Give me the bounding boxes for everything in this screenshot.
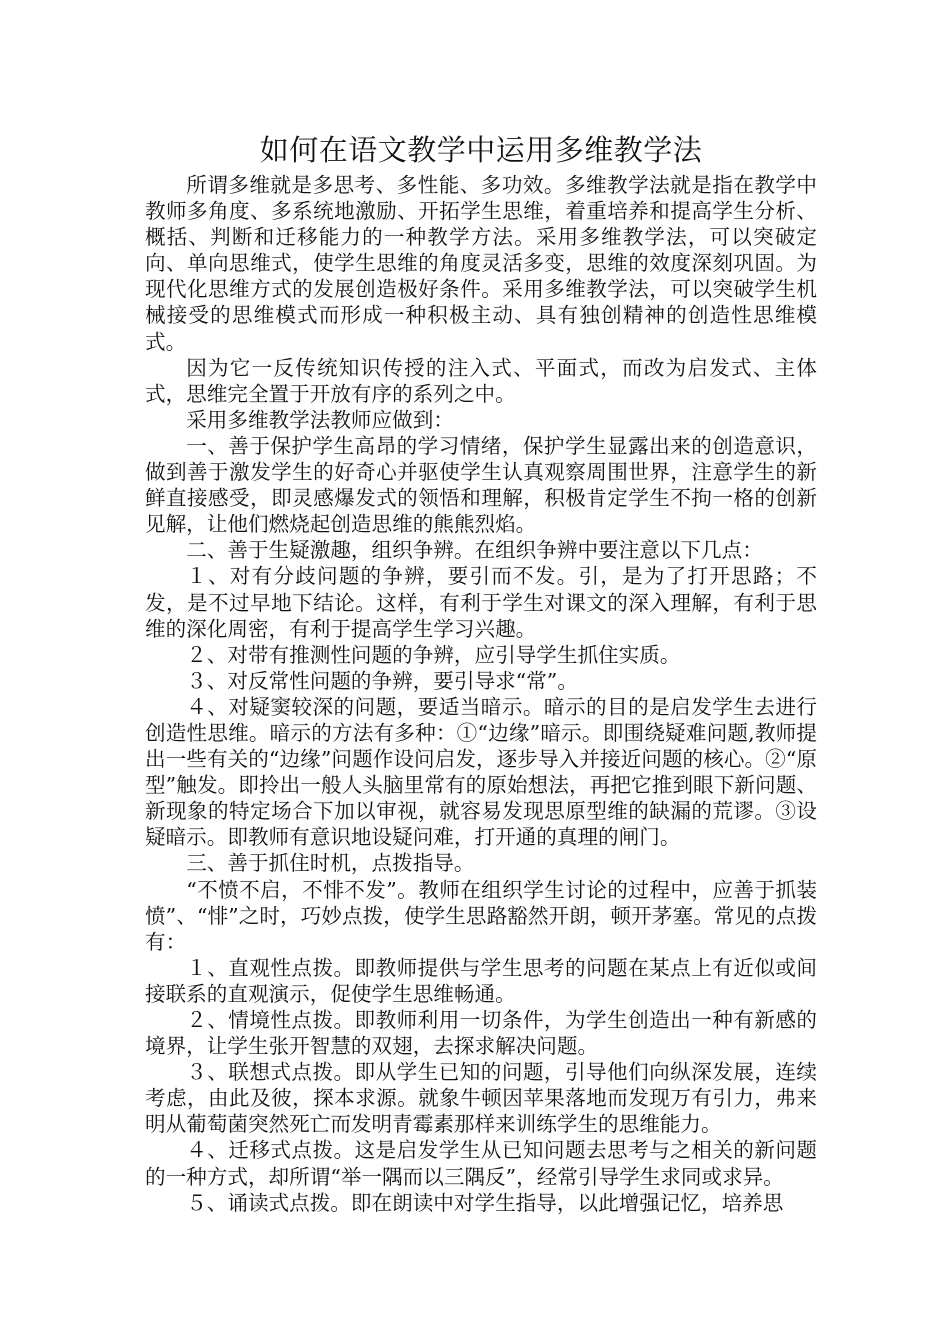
document-page xyxy=(145,128,817,1216)
paragraph: 因为它一反传统知识传授的注入式、平面式，而改为启发式、主体式，思维完全置于开放有序的系列之中。 xyxy=(145,355,817,406)
paragraph: 三、善于抓住时机，点拨指导。 xyxy=(186,851,475,876)
paragraph: ４、迁移式点拨。这是启发学生从已知问题去思考与之相关的新问题的一种方式，却所谓“举一隅而以三隅反”，经常引导学生求同或求异。 xyxy=(145,1138,817,1189)
paragraph: ２、情境性点拨。即教师利用一切条件，为学生创造出一种有新感的境界，让学生张开智慧的双翅，去探求解决问题。 xyxy=(145,1008,817,1059)
paragraph: 所谓多维就是多思考、多性能、多功效。多维教学法就是指在教学中教师多角度、多系统地激励、开拓学生思维，着重培养和提高学生分析、概括、判断和迁移能力的一种教学方法。采用多维教学法，可以突破定向、单向思维式，使学生思维的角度灵活多变，思维的效度深刻巩固。为现代化思维方式的发展创造极好条件。采用多维教学法，可以突破学生机械接受的思维模式而形成一种积极主动、具有独创精神的创造性思维模式。 xyxy=(145,173,817,354)
paragraph: １、对有分歧问题的争辨，要引而不发。引，是为了打开思路；不发，是不过早地下结论。这样，有利于学生对课文的深入理解，有利于思维的深化周密，有利于提高学生学习兴趣。 xyxy=(145,564,817,641)
document-body xyxy=(145,172,817,1216)
paragraph: ３、联想式点拨。即从学生已知的问题，引导他们向纵深发展，连续考虑，由此及彼，探本求源。就象牛顿因苹果落地而发现万有引力，弗来明从葡萄菌突然死亡而发明青霉素那样来训练学生的思维能力。 xyxy=(145,1060,817,1137)
paragraph: ３、对反常性问题的争辨，要引导求“常”。 xyxy=(186,668,578,693)
document-title: 如何在语文教学中运用多维教学法 xyxy=(259,133,703,167)
paragraph: “不愤不启，不悱不发”。教师在组织学生讨论的过程中，应善于抓装愤”、“悱”之时，巧妙点拨，使学生思路豁然开朗，顿开茅塞。常见的点拨有： xyxy=(145,877,817,954)
paragraph: １、直观性点拨。即教师提供与学生思考的问题在某点上有近似或间接联系的直观演示，促使学生思维畅通。 xyxy=(145,955,817,1006)
paragraph: 一、善于保护学生高昂的学习情绪，保护学生显露出来的创造意识，做到善于激发学生的好奇心并驱使学生认真观察周围世界，注意学生的新鲜直接感受，即灵感爆发式的领悟和理解，积极肯定学生不拘一格的创新见解，让他们燃烧起创造思维的熊熊烈焰。 xyxy=(145,433,817,537)
paragraph: 二、善于生疑激趣，组织争辨。在组织争辨中要注意以下几点： xyxy=(186,538,763,563)
paragraph: 采用多维教学法教师应做到： xyxy=(186,407,454,432)
paragraph: ５、诵读式点拨。即在朗读中对学生指导，以此增强记忆，培养思 xyxy=(186,1190,784,1215)
paragraph: ４、对疑窦较深的问题，要适当暗示。暗示的目的是启发学生去进行创造性思维。暗示的方法有多种：①“边缘”暗示。即围绕疑难问题,教师提出一些有关的“边缘”问题作设问启发，逐步导入并接近问题的核心。②“原型”触发。即拎出一般人头脑里常有的原始想法，再把它推到眼下新问题、新现象的特定场合下加以审视，就容易发现思原型维的缺漏的荒谬。③设疑暗示。即教师有意识地设疑问难，打开通的真理的闸门。 xyxy=(145,694,817,850)
paragraph: ２、对带有推测性问题的争辨，应引导学生抓住实质。 xyxy=(186,642,681,667)
